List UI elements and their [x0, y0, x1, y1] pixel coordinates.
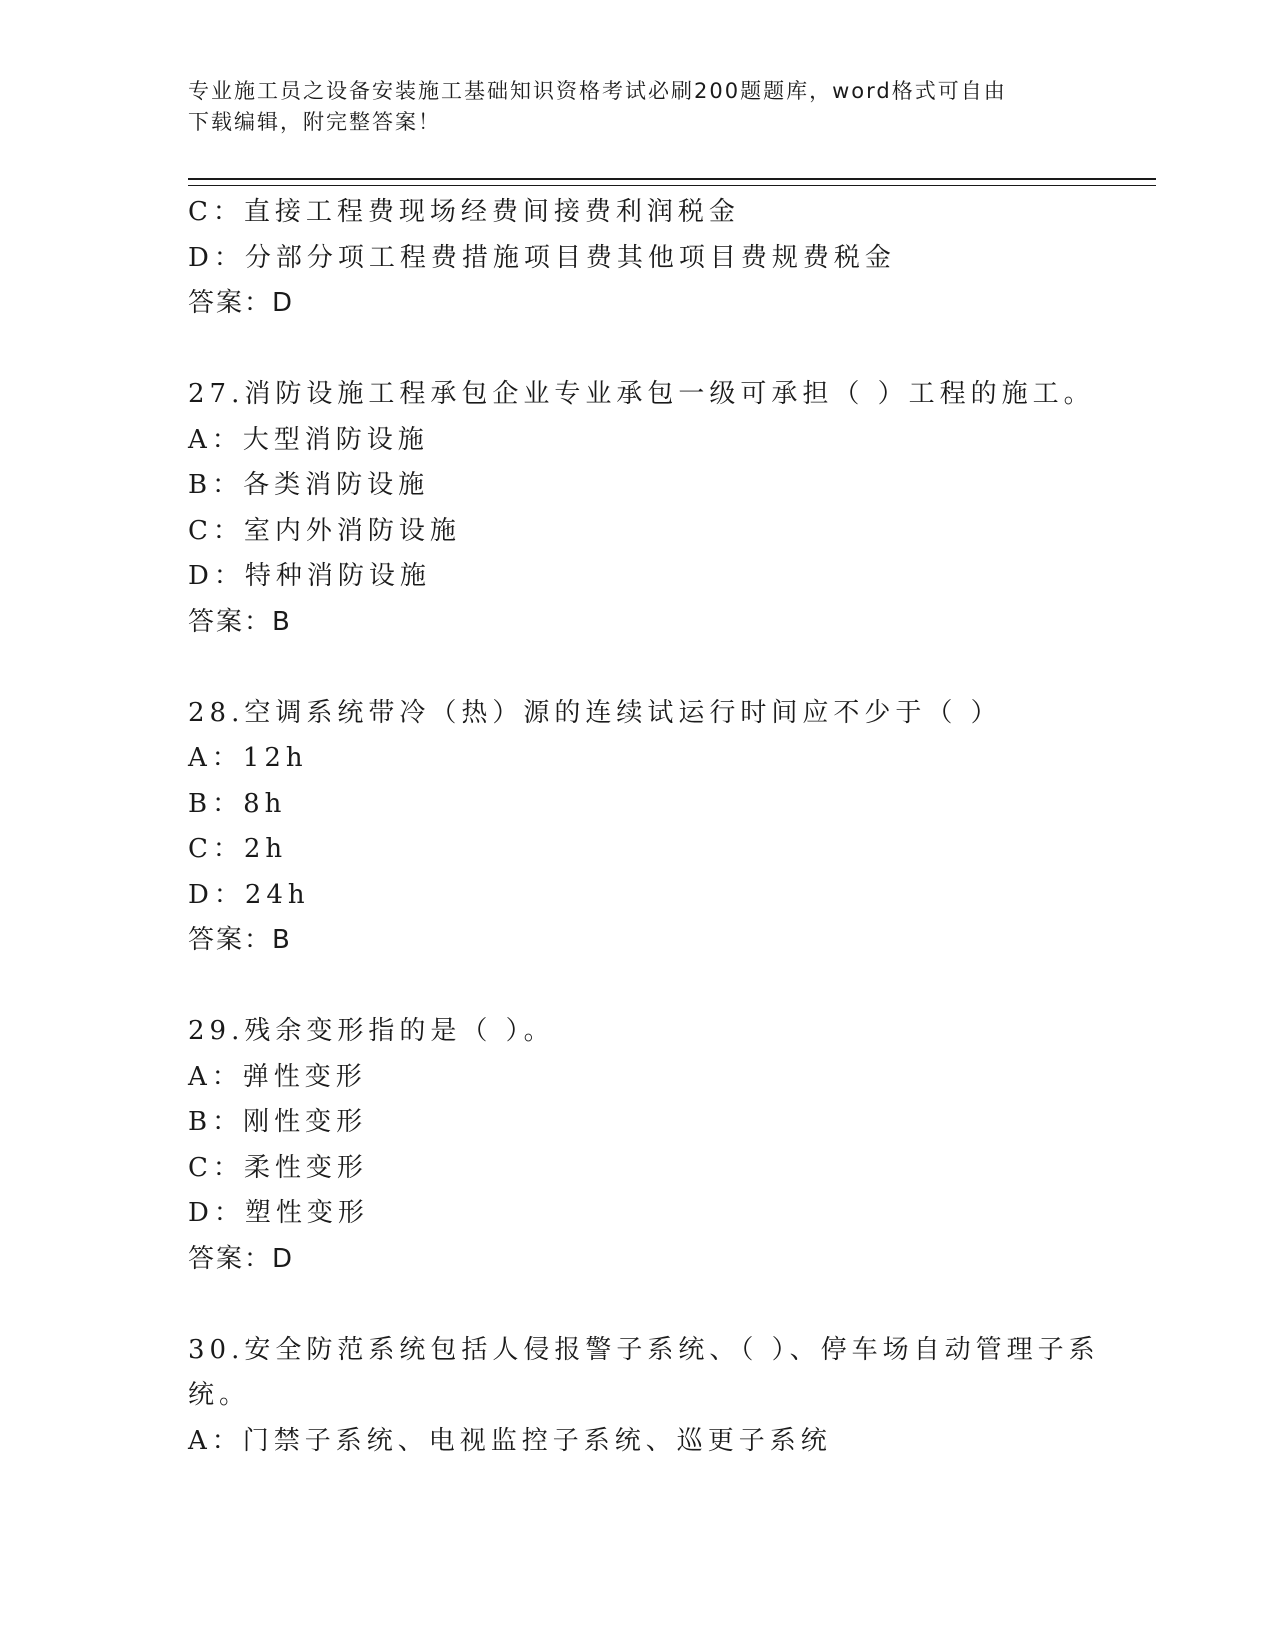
header-title-line-2: 下载编辑，附完整答案！: [188, 110, 441, 134]
answer-label: 答案：B: [188, 925, 292, 955]
option-a: A：大型消防设施: [188, 424, 429, 455]
question-text: 29.残余变形指的是（ ）。: [188, 1016, 555, 1046]
question-spacer: [188, 645, 1088, 691]
question-text: 28.空调系统带冷（热）源的连续试运行时间应不少于（ ）: [188, 697, 1002, 728]
option-d: D：特种消防设施: [188, 561, 431, 591]
answer-label: 答案：D: [188, 288, 295, 318]
option-a: A：12h: [188, 743, 308, 773]
question-27: [188, 372, 1095, 645]
header-title-line-1: 专业施工员之设备安装施工基础知识资格考试必刷200题题库，word格式可自由: [188, 79, 1007, 103]
question-list: [188, 190, 1100, 1464]
option-b: B：刚性变形: [188, 1107, 368, 1137]
option-c: C：柔性变形: [188, 1152, 368, 1183]
question-spacer: [188, 1282, 1088, 1328]
option-c: C：2h: [188, 834, 288, 864]
option-a: A：门禁子系统、电视监控子系统、巡更子系统: [188, 1425, 832, 1456]
question-spacer: [188, 327, 1088, 373]
option-d: D：塑性变形: [188, 1198, 369, 1228]
option-d: D：分部分项工程费措施项目费其他项目费规费税金: [188, 242, 896, 273]
option-d: D：24h: [188, 879, 310, 910]
option-b: B：8h: [188, 788, 287, 819]
option-c: C：直接工程费现场经费间接费利润税金: [188, 197, 740, 227]
question-30: [188, 1328, 1100, 1465]
question-29: [188, 1009, 1088, 1282]
option-c: C：室内外消防设施: [188, 515, 461, 546]
question-text-line-1: 30.安全防范系统包括人侵报警子系统、（ ）、停车场自动管理子系: [188, 1334, 1100, 1365]
answer-label: 答案：B: [188, 606, 292, 637]
question-text: 27.消防设施工程承包企业专业承包一级可承担（ ）工程的施工。: [188, 379, 1095, 409]
question-28: [188, 691, 1088, 964]
answer-label: 答案：D: [188, 1243, 295, 1274]
question-spacer: [188, 964, 1088, 1010]
question-26: [188, 190, 1088, 327]
option-b: B：各类消防设施: [188, 470, 430, 500]
question-text-line-2: 统。: [188, 1380, 251, 1410]
document-header: [188, 76, 1088, 138]
option-a: A：弹性变形: [188, 1061, 367, 1092]
header-divider: [188, 178, 1156, 186]
